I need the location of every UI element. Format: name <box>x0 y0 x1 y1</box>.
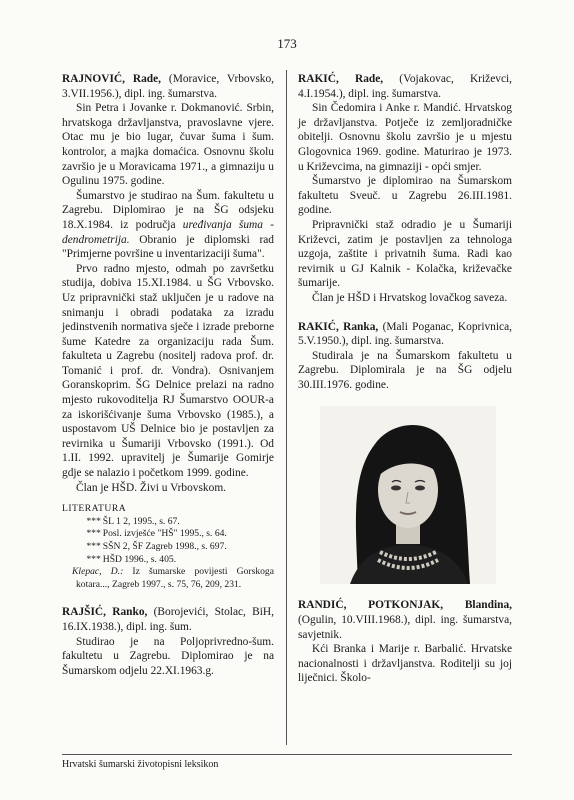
paragraph: Sin Petra i Jovanke r. Dokmanović. Srbin, hrvatskoga državljanstva, pravoslavne vjere. Otac mu je bio lugar, čuvar šuma i šum. kontrolor, a majka domaćica. Osnovnu školu završio je u Moravicama 1971., a gimnaziju u Ogulinu 1975. godine. <box>62 102 274 188</box>
paragraph: Sin Čedomira i Anke r. Mandić. Hrvatskog je državljanstva. Potječe iz zemljoradničke obitelji. Osnovnu školu završio je u mjestu Glogovnica 1969. godine. Maturirao je 1973. u Križevcima, na gimnaziji - opći smjer. <box>298 102 512 173</box>
literature-heading: LITERATURA <box>62 503 127 515</box>
paragraph: Pripravnički staž odradio je u Šumariji Križevci, zatim je postavljen za tehnologa uzgoja, zaštite i privatnih šuma. Radi kao revirnik u GJ Kalnik - Kolačka, križevačke šumarije. <box>298 218 512 290</box>
entry-details: (Borojevići, Stolac, BiH, 16.IX.1938.), dipl. ing. šum. <box>62 606 274 633</box>
entry-rakic-ranka <box>298 320 512 393</box>
entry-name: RANDIĆ, POTKONJAK, Blandina, <box>298 599 512 612</box>
paragraph: Studirala je na Šumarskom fakultetu u Zagrebu. Diplomirala je na ŠG odjelu 30.III.1976. godine. <box>298 349 512 391</box>
text: Šumarstvo je studirao na Šum. fakultetu u Zagrebu. Diplomirao je na ŠG odsjeku 18.X.1984. iz područja <box>62 189 274 231</box>
literature-item <box>62 566 274 591</box>
entry-name: RAKIĆ, Ranka, <box>298 320 379 333</box>
entry-rajsic <box>62 605 274 678</box>
page-number: 173 <box>277 36 297 51</box>
ref-marker: *** <box>86 553 101 565</box>
entry-rakic-rade <box>298 72 512 306</box>
literature-item <box>62 516 274 529</box>
entry-details: (Ogulin, 10.VIII.1968.), dipl. ing. šumarstva, savjetnik. <box>298 614 512 641</box>
ref-text: Posl. izvješće "HŠ" 1995., s. 64. <box>100 528 227 540</box>
literature-item <box>62 528 274 541</box>
entry-randic <box>298 598 512 686</box>
paragraph: Kći Branka i Marije r. Barbalić. Hrvatske nacionalnosti i državljanstva. Roditelji su joj liječnici. Školo- <box>298 643 512 685</box>
entry-heading <box>298 320 512 349</box>
ref-marker: *** <box>86 515 101 527</box>
entry-heading <box>298 598 512 642</box>
paragraph: Član je HŠD i Hrvatskog lovačkog saveza. <box>312 291 508 304</box>
ref-text: HŠD 1996., s. 405. <box>100 553 177 565</box>
paragraph: Studirao je na Poljoprivredno-šum. fakultetu u Zagrebu. Diplomirao je na Šumarskom odjelu 22.XI.1963.g. <box>62 635 274 677</box>
text: Obranio je diplomski rad "Primjerne površine u inventarizaciji šuma". <box>62 233 274 261</box>
right-column <box>298 72 512 686</box>
entry-rajnovic <box>62 72 274 591</box>
paragraph <box>62 189 274 262</box>
portrait-image <box>320 406 496 584</box>
paragraph: Prvo radno mjesto, odmah po završetku studija, dobiva 15.XI.1984. u ŠG Vrbovsko. Uz pripravnički staž uključen je u radove na snimanju i obradi podataka za izradu jedinstvenih normativa sječe i izrade preborne šume Katedre za organizaciju rada Šum. fakulteta u Zagrebu (nositelj radova prof. dr. Tomanić i prof. dr. Vondra). Osnivanjem Goranskoprim. ŠG Delnice prelazi na radno mjesto rukovoditelja RJ Šumarstvo OOUR-a za iskorišćivanje šuma Vrbovsko (1985.), a uspostavom UŠ Delnice bio je postavljen za revirnika u Šumariji Vrbovsko (1991.). Od 1.II. 1992. upravitelj je Šumarije Gomirje gdje se nalazio i početkom 1999. godine. <box>62 262 274 480</box>
entry-details: (Mali Poganac, Koprivnica, 5.V.1950.), dipl. ing. šumarstva. <box>298 320 512 348</box>
literature-section <box>62 503 274 591</box>
italic-text: uređivanja šuma - dendrometrija. <box>62 218 275 246</box>
entry-name: RAJNOVIĆ, Rade, <box>62 73 162 85</box>
ref-text: SŠN 2, ŠF Zagreb 1998., s. 697. <box>100 541 227 552</box>
entry-heading <box>62 72 274 101</box>
entry-name: RAKIĆ, Rade, <box>298 73 384 85</box>
entry-heading <box>62 605 274 634</box>
literature-item <box>62 541 274 554</box>
paragraph: Šumarstvo je diplomirao na Šumarskom fakultetu Sveuč. u Zagrebu 26.III.1981. godine. <box>298 175 512 217</box>
ref-author: Klepac, D.: <box>72 566 124 578</box>
entry-details: (Vojakovac, Križevci, 4.I.1954.), dipl. ing. šumarstva. <box>298 73 513 100</box>
portrait-photo <box>320 406 496 584</box>
paragraph: Član je HŠD. Živi u Vrbovskom. <box>76 481 227 494</box>
ref-marker: *** <box>86 528 101 540</box>
entry-name: RAJŠIĆ, Ranko, <box>62 606 148 619</box>
ref-text: ŠL 1 2, 1995., s. 67. <box>100 515 180 527</box>
ref-marker: *** <box>86 541 101 552</box>
entry-heading <box>298 72 512 101</box>
left-column <box>62 72 274 678</box>
ref-text: Iz šumarske povijesti Gorskoga kotara..., Zagreb 1997., s. 75, 76, 209, 231. <box>76 566 274 590</box>
literature-item <box>62 554 274 567</box>
footer: Hrvatski šumarski životopisni leksikon <box>62 754 512 770</box>
column-divider <box>286 70 287 745</box>
entry-details: (Moravice, Vrbovsko, 3.VII.1956.), dipl. ing. šumarstva. <box>62 73 274 100</box>
